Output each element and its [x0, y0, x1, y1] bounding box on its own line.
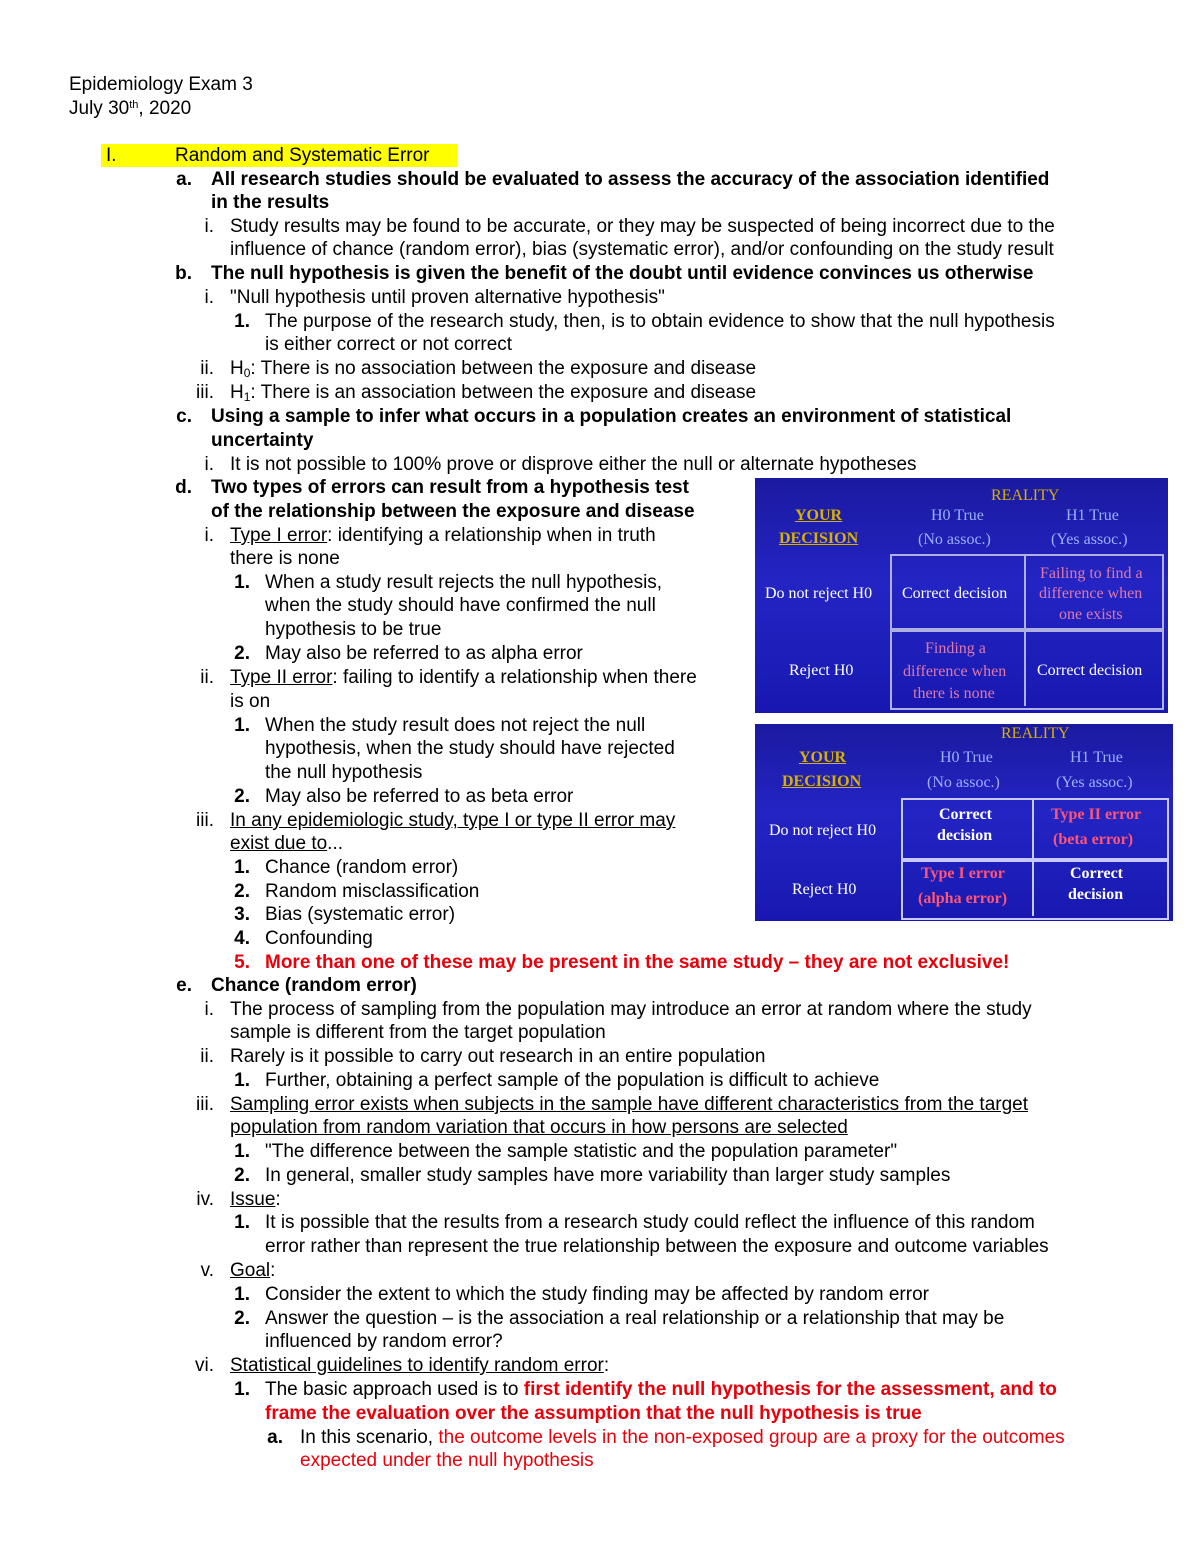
item-a-i-text: Study results may be found to be accurate, or they may be suspected of being incorrect due to the: [230, 216, 1055, 237]
item-b-ii-text: $H_0$: There is no association between the exposure and disease: [230, 358, 757, 380]
cause-list-item: Chance (random error): [265, 857, 459, 878]
item-b-iii-marker: iii.: [196, 382, 214, 403]
item-e-v-marker: v.: [200, 1260, 214, 1281]
item-a-i-marker: i.: [204, 216, 214, 237]
slide2-col-divider: [1032, 798, 1034, 916]
item-d-text: Two types of errors can result from a hypothesis test: [211, 477, 689, 498]
item-e-marker: e.: [176, 975, 192, 996]
cause-list-item: Bias (systematic error): [265, 904, 456, 925]
slide1-cell-21-a: Finding a: [925, 640, 986, 657]
slide2-h0-sub: (No assoc.): [927, 774, 1000, 791]
item-d-i-marker: i.: [204, 525, 214, 546]
cause-list-item-marker: 3.: [234, 904, 250, 925]
item-a-i-text-2: influence of chance (random error), bias (systematic error), and/or confounding on the study result: [230, 239, 1054, 260]
slide2-cell-11-a: Correct: [939, 806, 992, 823]
slide2-reality: REALITY: [1001, 725, 1070, 742]
slide2-h0-true: H0 True: [940, 749, 993, 766]
item-e-i-marker: i.: [204, 999, 214, 1020]
item-b-ii-marker: ii.: [200, 358, 214, 379]
slide1-cell-12-a: Failing to find a: [1040, 565, 1143, 582]
item-d-ii-1-text-3: the null hypothesis: [265, 762, 423, 783]
slide1-cell-12-b: difference when: [1039, 585, 1143, 602]
item-a-text: All research studies should be evaluated to assess the accuracy of the association identified: [211, 169, 1050, 190]
item-e-vi-1-a-text-2: expected under the null hypothesis: [300, 1450, 594, 1471]
slide1-h0-true: H0 True: [931, 507, 984, 524]
item-b-text: The null hypothesis is given the benefit of the doubt until evidence convinces us otherwise: [211, 263, 1034, 284]
slide2-your: YOUR: [799, 749, 847, 766]
item-d-i-text-2: there is none: [230, 548, 340, 569]
slide1-cell-12-c: one exists: [1059, 606, 1123, 623]
cause-list-item-marker: 1.: [234, 857, 250, 878]
slide1-cell-11: Correct decision: [902, 585, 1008, 602]
slide1-h0-sub: (No assoc.): [918, 531, 991, 548]
item-d-i-1-marker: 1.: [234, 572, 250, 593]
item-e-vi-1-marker: 1.: [234, 1379, 250, 1400]
slide1-your: YOUR: [795, 507, 843, 524]
item-d-i-2-text: May also be referred to as alpha error: [265, 643, 583, 664]
item-b-i-1-text: The purpose of the research study, then, is to obtain evidence to show that the null hypothesis: [265, 311, 1055, 332]
item-a-marker: a.: [176, 169, 192, 190]
slide2-cell-12-b: (beta error): [1053, 831, 1134, 848]
item-e-iii-1-text: "The difference between the sample statistic and the population parameter": [265, 1141, 898, 1162]
item-e-ii-1-marker: 1.: [234, 1070, 250, 1091]
slide2-cell-22-a: Correct: [1070, 865, 1123, 882]
item-e-iii-1-marker: 1.: [234, 1141, 250, 1162]
item-e-v-2-text-2: influenced by random error?: [265, 1331, 503, 1352]
slide1-h1-true: H1 True: [1066, 507, 1119, 524]
item-c-marker: c.: [176, 406, 192, 427]
item-e-v-1-marker: 1.: [234, 1284, 250, 1305]
slide1-col-divider: [1024, 554, 1026, 706]
item-b-iii-text: $H_1$: There is an association between the exposure and disease: [230, 382, 757, 404]
slide2-cell-12-a: Type II error: [1051, 806, 1142, 823]
item-e-vi-1-text-2: frame the evaluation over the assumption that the null hypothesis is true: [265, 1403, 922, 1424]
item-e-ii-1-text: Further, obtaining a perfect sample of the population is difficult to achieve: [265, 1070, 880, 1091]
item-d-i-1-text-2: when the study should have confirmed the null: [265, 595, 656, 616]
slide2-cell-21-a: Type I error: [921, 865, 1005, 882]
item-e-vi-1-text: The basic approach used is to first identify the null hypothesis for the assessment, and to: [265, 1379, 1057, 1400]
item-d-iii-marker: iii.: [196, 810, 214, 831]
item-e-iii-text-2: population from random variation that occurs in how persons are selected: [230, 1117, 848, 1138]
item-e-i-text: The process of sampling from the population may introduce an error at random where the study: [230, 999, 1032, 1020]
hypothesis-table-slide-2: [755, 724, 1173, 921]
item-d-ii-text: Type II error: failing to identify a relationship when there: [230, 667, 697, 688]
slide2-h1-sub: (Yes assoc.): [1056, 774, 1133, 791]
item-e-iii-text: Sampling error exists when subjects in the sample have different characteristics from the target: [230, 1094, 1029, 1115]
item-e-vi-text: Statistical guidelines to identify random error:: [230, 1355, 610, 1376]
item-b-i-1-text-2: is either correct or not correct: [265, 334, 513, 355]
item-d-i-1-text-3: hypothesis to be true: [265, 619, 442, 640]
doc-date: July 30th, 2020: [69, 98, 192, 119]
cause-list-item: More than one of these may be present in the same study – they are not exclusive!: [265, 952, 1010, 973]
cause-list-item-marker: 5.: [234, 952, 250, 973]
section-marker: I.: [106, 145, 117, 166]
item-d-ii-1-marker: 1.: [234, 715, 250, 736]
item-c-i-text: It is not possible to 100% prove or disprove either the null or alternate hypotheses: [230, 454, 917, 475]
item-d-iii-text: In any epidemiologic study, type I or type II error may: [230, 810, 676, 831]
item-d-ii-marker: ii.: [200, 667, 214, 688]
item-e-ii-text: Rarely is it possible to carry out research in an entire population: [230, 1046, 766, 1067]
slide1-cell-21-b: difference when: [903, 663, 1007, 680]
item-e-iv-text: Issue:: [230, 1189, 281, 1210]
item-e-v-1-text: Consider the extent to which the study finding may be affected by random error: [265, 1284, 929, 1305]
slide2-row1-label: Do not reject H0: [769, 822, 877, 839]
cause-list-item-marker: 2.: [234, 881, 250, 902]
item-c-text-2: uncertainty: [211, 430, 314, 451]
item-c-i-marker: i.: [204, 454, 214, 475]
slide2-decision: DECISION: [782, 773, 862, 790]
item-e-i-text-2: sample is different from the target population: [230, 1022, 606, 1043]
item-e-iii-marker: iii.: [196, 1094, 214, 1115]
slide1-cell-22: Correct decision: [1037, 662, 1143, 679]
item-e-v-2-text: Answer the question – is the association a real relationship or a relationship that may be: [265, 1308, 1005, 1329]
slide2-cell-11-b: decision: [937, 827, 993, 844]
item-d-ii-2-text: May also be referred to as beta error: [265, 786, 574, 807]
slide1-cell-21-c: there is none: [913, 685, 995, 702]
item-b-marker: b.: [175, 263, 192, 284]
cause-list-item: Random misclassification: [265, 881, 480, 902]
item-d-i-2-marker: 2.: [234, 643, 250, 664]
slide1-reality: REALITY: [991, 487, 1060, 504]
slide2-cell-21-b: (alpha error): [918, 890, 1008, 907]
cause-list-item-marker: 4.: [234, 928, 250, 949]
item-a-text-2: in the results: [211, 192, 330, 213]
item-e-iv-1-text: It is possible that the results from a research study could reflect the influence of this random: [265, 1212, 1035, 1233]
item-d-i-1-text: When a study result rejects the null hypothesis,: [265, 572, 663, 593]
section-title: Random and Systematic Error: [175, 145, 430, 166]
slide2-h1-true: H1 True: [1070, 749, 1123, 766]
item-d-marker: d.: [175, 477, 192, 498]
item-e-v-2-marker: 2.: [234, 1308, 250, 1329]
slide1-row1-label: Do not reject H0: [765, 585, 873, 602]
item-d-ii-2-marker: 2.: [234, 786, 250, 807]
item-e-v-text: Goal:: [230, 1260, 276, 1281]
item-e-vi-marker: vi.: [195, 1355, 214, 1376]
item-e-vi-1-a-marker: a.: [267, 1427, 283, 1448]
item-e-iv-marker: iv.: [196, 1189, 214, 1210]
item-b-i-marker: i.: [204, 287, 214, 308]
item-e-iii-2-text: In general, smaller study samples have more variability than larger study samples: [265, 1165, 951, 1186]
item-e-ii-marker: ii.: [200, 1046, 214, 1067]
item-e-text: Chance (random error): [211, 975, 417, 996]
item-b-i-1-marker: 1.: [234, 311, 250, 332]
item-d-i-text: Type I error: identifying a relationship when in truth: [230, 525, 656, 546]
item-d-ii-1-text: When the study result does not reject the null: [265, 715, 646, 736]
item-e-vi-1-a-text: In this scenario, the outcome levels in the non-exposed group are a proxy for the outcomes: [300, 1427, 1065, 1448]
item-d-ii-text-2: is on: [230, 691, 271, 712]
item-e-iv-1-text-2: error rather than represent the true relationship between the exposure and outcome variables: [265, 1236, 1049, 1257]
doc-title: Epidemiology Exam 3: [69, 74, 253, 95]
slide1-row2-label: Reject H0: [789, 662, 854, 679]
cause-list-item: Confounding: [265, 928, 373, 949]
item-e-iii-2-marker: 2.: [234, 1165, 250, 1186]
item-d-iii-text-2: exist due to...: [230, 833, 344, 854]
item-e-iv-1-marker: 1.: [234, 1212, 250, 1233]
item-d-ii-1-text-2: hypothesis, when the study should have rejected: [265, 738, 675, 759]
slide1-h1-sub: (Yes assoc.): [1051, 531, 1128, 548]
item-b-i-text: "Null hypothesis until proven alternative hypothesis": [230, 287, 665, 308]
item-c-text: Using a sample to infer what occurs in a population creates an environment of statistical: [211, 406, 1012, 427]
hypothesis-table-slide-1: [755, 478, 1168, 713]
item-d-text-2: of the relationship between the exposure and disease: [211, 501, 695, 522]
slide2-cell-22-b: decision: [1068, 886, 1124, 903]
slide1-decision: DECISION: [779, 530, 859, 547]
slide2-row2-label: Reject H0: [792, 881, 857, 898]
